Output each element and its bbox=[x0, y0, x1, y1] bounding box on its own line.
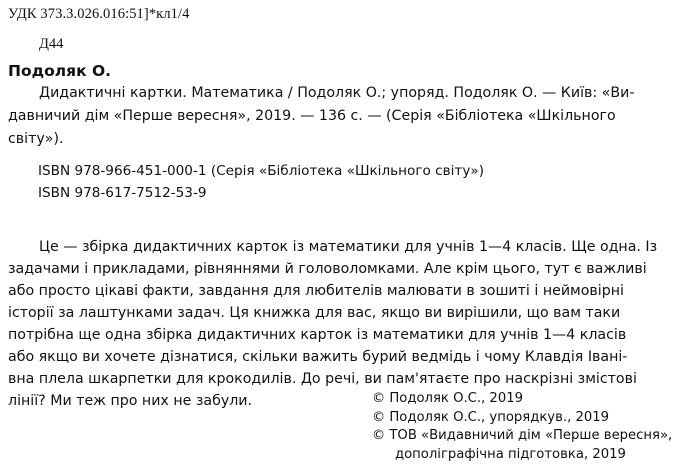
annotation-line: потрібна ще одна збірка дидактичних карток із математики для учнів 1—4 класів bbox=[8, 327, 627, 343]
annotation-line: задачами і прикладами, рівняннями й головоломками. Але крім цього, тут є важливі bbox=[8, 261, 647, 277]
annotation-line: лінії? Ми теж про них не забули. bbox=[8, 393, 253, 409]
annotation bbox=[8, 236, 698, 412]
copyright-line: © Подоляк О.С., 2019 bbox=[372, 391, 523, 406]
bibliographic-line: світу»). bbox=[8, 131, 64, 147]
bibliographic-line: давничий дім «Перше вересня», 2019. — 136 с. — (Серія «Бібліотека «Шкільного bbox=[8, 108, 616, 124]
annotation-line: Це — збірка дидактичних карток із математики для учнів 1—4 класів. Ще одна. Із bbox=[39, 239, 658, 255]
bibliographic-description bbox=[8, 82, 698, 151]
copyright-line: © Подоляк О.С., упорядкув., 2019 bbox=[372, 409, 610, 425]
annotation-line: історії за лаштунками задач. Ця книжка для вас, якщо ви вирішили, що вам таки bbox=[8, 305, 621, 321]
udk-index: УДК 373.3.026.016:51]*кл1/4 bbox=[8, 6, 190, 22]
author-code: Д44 bbox=[39, 36, 64, 52]
copyright-line: дополіграфічна підготовка, 2019 bbox=[395, 446, 626, 462]
annotation-line: вна плела шкарпетки для крокодилів. До речі, ви пам'ятаєте про наскрізні змістові bbox=[8, 371, 637, 387]
bibliographic-line: Дидактичні картки. Математика / Подоляк О.; упоряд. Подоляк О. — Київ: «Ви- bbox=[39, 85, 635, 101]
annotation-line: або якщо ви хочете дізнатися, скільки важить бурий ведмідь і чому Клавдія Івані- bbox=[8, 349, 628, 365]
copyright-block bbox=[372, 390, 672, 464]
author-heading: Подоляк О. bbox=[8, 62, 112, 80]
copyright-line: © ТОВ «Видавничий дім «Перше вересня», bbox=[372, 428, 673, 443]
isbn-series: ISBN 978-966-451-000-1 (Серія «Бібліотека «Шкільного світу») bbox=[38, 163, 484, 179]
isbn-book: ISBN 978-617-7512-53-9 bbox=[38, 185, 207, 201]
annotation-line: або просто цікаві факти, завдання для любителів малювати в зошиті і неймовірні bbox=[8, 283, 624, 299]
